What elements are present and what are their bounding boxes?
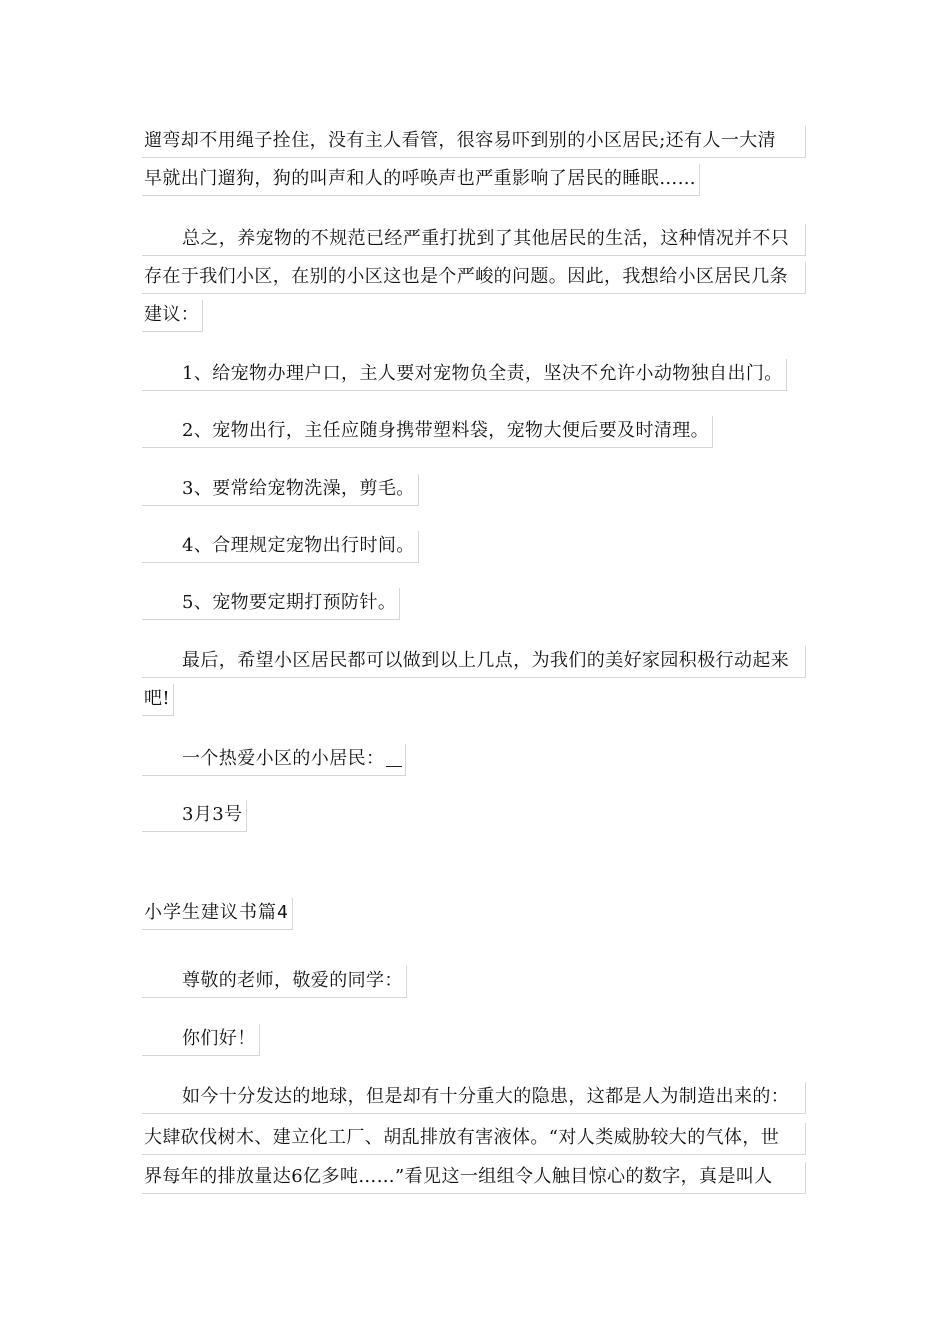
suggestion-item: 1、给宠物办理户口，主人要对宠物负全责，坚决不允许小动物独自出门。	[142, 359, 787, 391]
suggestion-item: 5、宠物要定期打预防针。	[142, 588, 400, 620]
paragraph-line: 早就出门遛狗，狗的叫声和人的呼唤声也严重影响了居民的睡眠……	[142, 164, 700, 196]
section-heading: 小学生建议书篇4	[142, 898, 293, 930]
paragraph-line: 界每年的排放量达6亿多吨……”看见这一组组令人触目惊心的数字，真是叫人	[142, 1162, 806, 1194]
paragraph-line: 遛弯却不用绳子拴住，没有主人看管，很容易吓到别的小区居民;还有人一大清	[142, 126, 806, 158]
greeting-line: 尊敬的老师，敬爱的同学：	[142, 966, 407, 998]
suggestion-item: 4、合理规定宠物出行时间。	[142, 531, 419, 563]
signature-text: 一个热爱小区的小居民：	[182, 748, 385, 769]
suggestion-item: 2、宠物出行，主任应随身携带塑料袋，宠物大便后要及时清理。	[142, 416, 713, 448]
paragraph-line: 大肆砍伐树木、建立化工厂、胡乱排放有害液体。“对人类威胁较大的气体，世	[142, 1123, 806, 1155]
paragraph-line: 最后，希望小区居民都可以做到以上几点，为我们的美好家园积极行动起来	[142, 646, 806, 678]
date-line: 3月3号	[142, 800, 247, 832]
paragraph-line: 如今十分发达的地球，但是却有十分重大的隐患，这都是人为制造出来的：	[142, 1082, 806, 1114]
paragraph-line: 总之，养宠物的不规范已经严重打扰到了其他居民的生活，这种情况并不只	[142, 224, 806, 256]
paragraph-line: 吧!	[142, 684, 174, 716]
greeting-line: 你们好！	[142, 1024, 260, 1056]
blank-underline	[386, 750, 402, 767]
signature-line	[142, 744, 406, 776]
suggestion-item: 3、要常给宠物洗澡，剪毛。	[142, 474, 419, 506]
paragraph-line: 存在于我们小区，在别的小区这也是个严峻的问题。因此，我想给小区居民几条	[142, 262, 806, 294]
paragraph-line: 建议：	[142, 300, 203, 332]
